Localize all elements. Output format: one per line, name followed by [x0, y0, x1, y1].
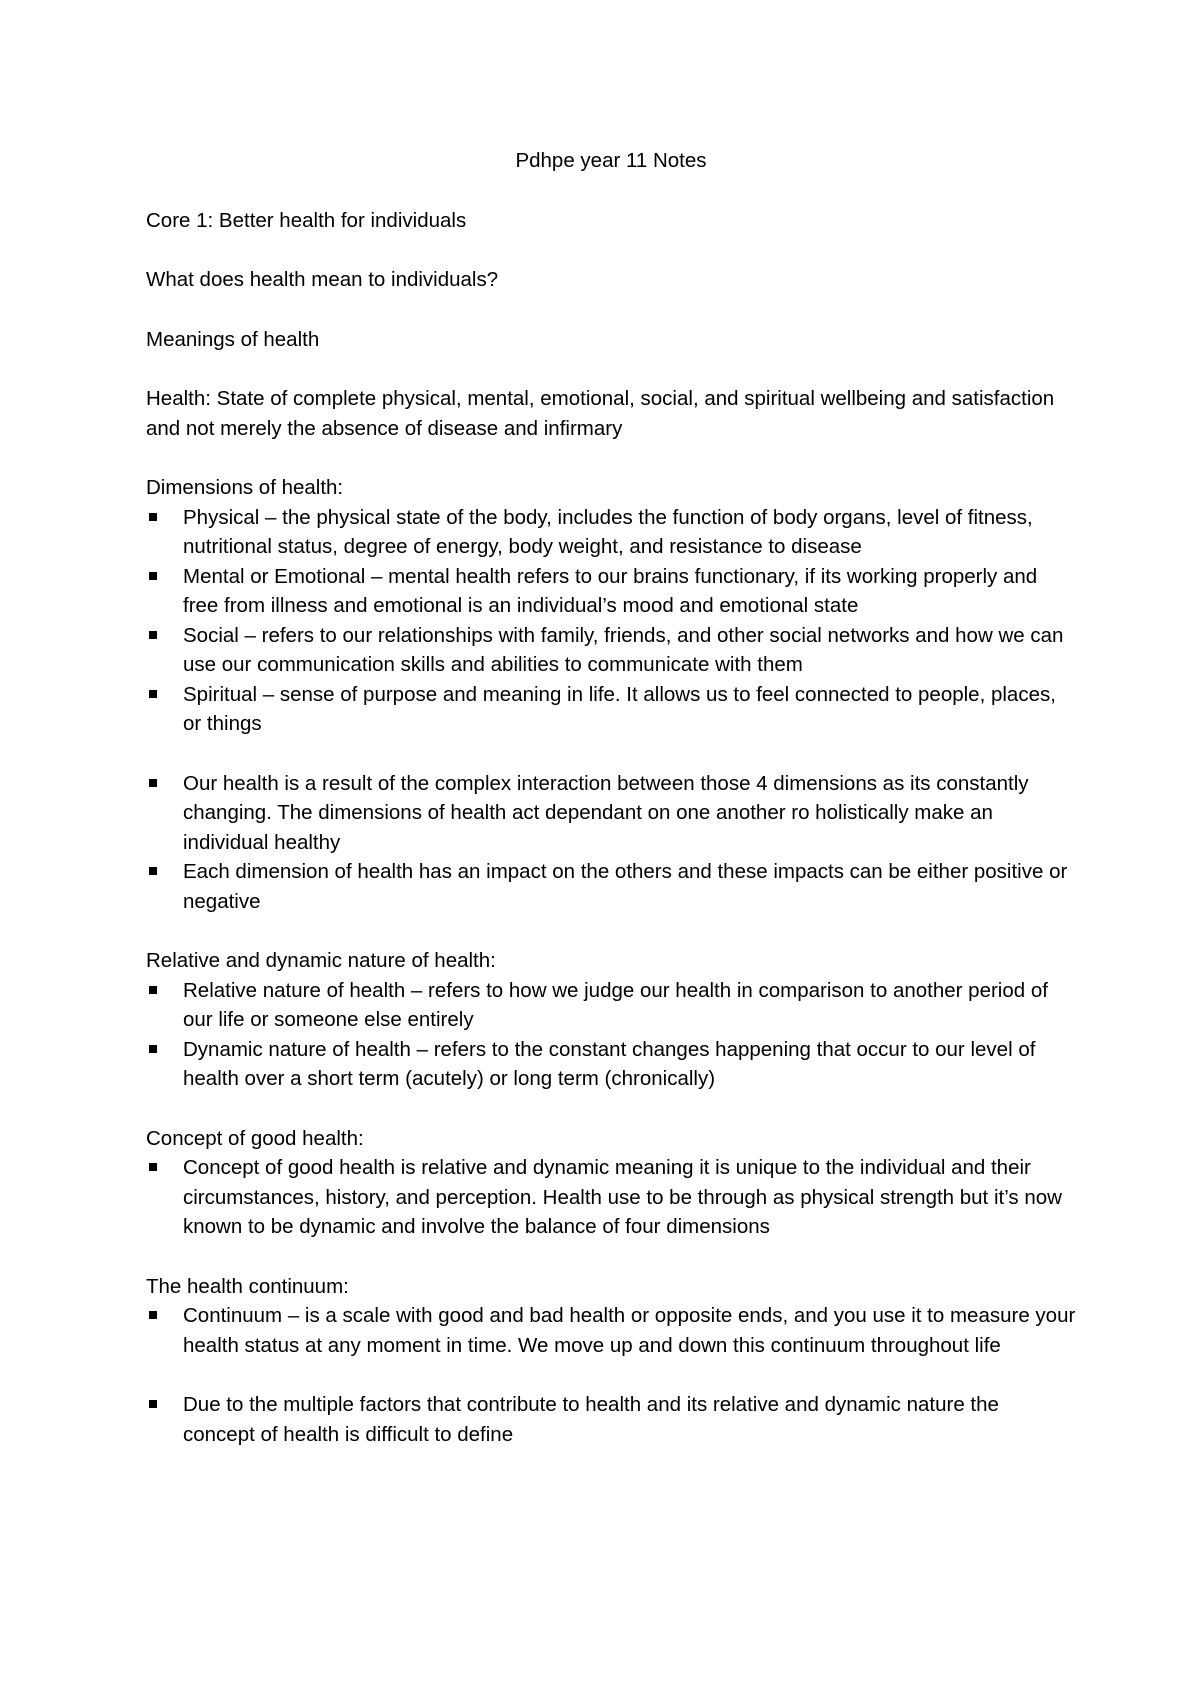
bullet-icon	[149, 779, 157, 787]
dimensions-extra-list	[146, 769, 1076, 917]
list-item-text: Spiritual – sense of purpose and meaning in life. It allows us to feel connected to people, places, or things	[183, 682, 1056, 735]
list-item	[146, 503, 1076, 562]
health-definition: Health: State of complete physical, mental, emotional, social, and spiritual wellbeing and satisfaction and not merely the absence of disease and infirmary	[146, 387, 1055, 440]
list-item-text: Concept of good health is relative and dynamic meaning it is unique to the individual and their circumstances, history, and perception. Health use to be through as physical strength but it’s now known to be dynamic and involve the balance of four dimensions	[183, 1156, 1062, 1238]
bullet-icon	[149, 513, 157, 521]
good-health-list	[146, 1153, 1076, 1242]
dimensions-list	[146, 503, 1076, 739]
bullet-icon	[149, 631, 157, 639]
bullet-icon	[149, 1311, 157, 1319]
list-item	[146, 1035, 1076, 1094]
bullet-icon	[149, 1045, 157, 1053]
bullet-icon	[149, 1400, 157, 1408]
list-item-text: Dynamic nature of health – refers to the constant changes happening that occur to our level of health over a short term (acutely) or long term (chronically)	[183, 1037, 1036, 1090]
list-item-text: Physical – the physical state of the body, includes the function of body organs, level of fitness, nutritional status, degree of energy, body weight, and resistance to disease	[183, 505, 1033, 558]
list-item-text: Our health is a result of the complex interaction between those 4 dimensions as its constantly changing. The dimensions of health act dependant on one another ro holistically make an individual healthy	[183, 771, 1029, 854]
continuum-extra-list	[146, 1390, 1076, 1449]
bullet-icon	[149, 690, 157, 698]
dimensions-heading: Dimensions of health:	[146, 476, 344, 499]
document-body	[146, 146, 1076, 1479]
bullet-icon	[149, 572, 157, 580]
continuum-heading: The health continuum:	[146, 1274, 349, 1298]
good-health-heading: Concept of good health:	[146, 1126, 364, 1150]
relative-dynamic-list	[146, 976, 1076, 1094]
list-item-text: Relative nature of health – refers to how we judge our health in comparison to another period of our life or someone else entirely	[183, 978, 1048, 1031]
list-item-text: Social – refers to our relationships with family, friends, and other social networks and how we can use our communication skills and abilities to communicate with them	[183, 623, 1064, 676]
list-item-text: Due to the multiple factors that contribute to health and its relative and dynamic nature the concept of health is difficult to define	[183, 1393, 999, 1446]
list-item-text: Mental or Emotional – mental health refers to our brains functionary, if its working properly and free from illness and emotional is an individual’s mood and emotional state	[183, 564, 1038, 617]
relative-dynamic-heading: Relative and dynamic nature of health:	[146, 949, 496, 972]
list-item	[146, 769, 1076, 858]
meanings-heading: Meanings of health	[146, 327, 320, 351]
list-item	[146, 857, 1076, 916]
bullet-icon	[149, 986, 157, 994]
list-item	[146, 1153, 1076, 1242]
list-item-text: Continuum – is a scale with good and bad health or opposite ends, and you use it to measure your health status at any moment in time. We move up and down this continuum throughout life	[183, 1304, 1076, 1357]
list-item	[146, 680, 1076, 739]
document-title: Pdhpe year 11 Notes	[515, 149, 707, 172]
bullet-icon	[149, 867, 157, 875]
list-item	[146, 976, 1076, 1035]
list-item-text: Each dimension of health has an impact on the others and these impacts can be either positive or negative	[183, 860, 1068, 913]
list-item	[146, 1390, 1076, 1449]
bullet-icon	[149, 1163, 157, 1171]
list-item	[146, 1301, 1076, 1360]
continuum-list	[146, 1301, 1076, 1360]
list-item	[146, 562, 1076, 621]
core-heading: Core 1: Better health for individuals	[146, 208, 467, 232]
question-heading: What does health mean to individuals?	[146, 268, 499, 291]
list-item	[146, 621, 1076, 680]
